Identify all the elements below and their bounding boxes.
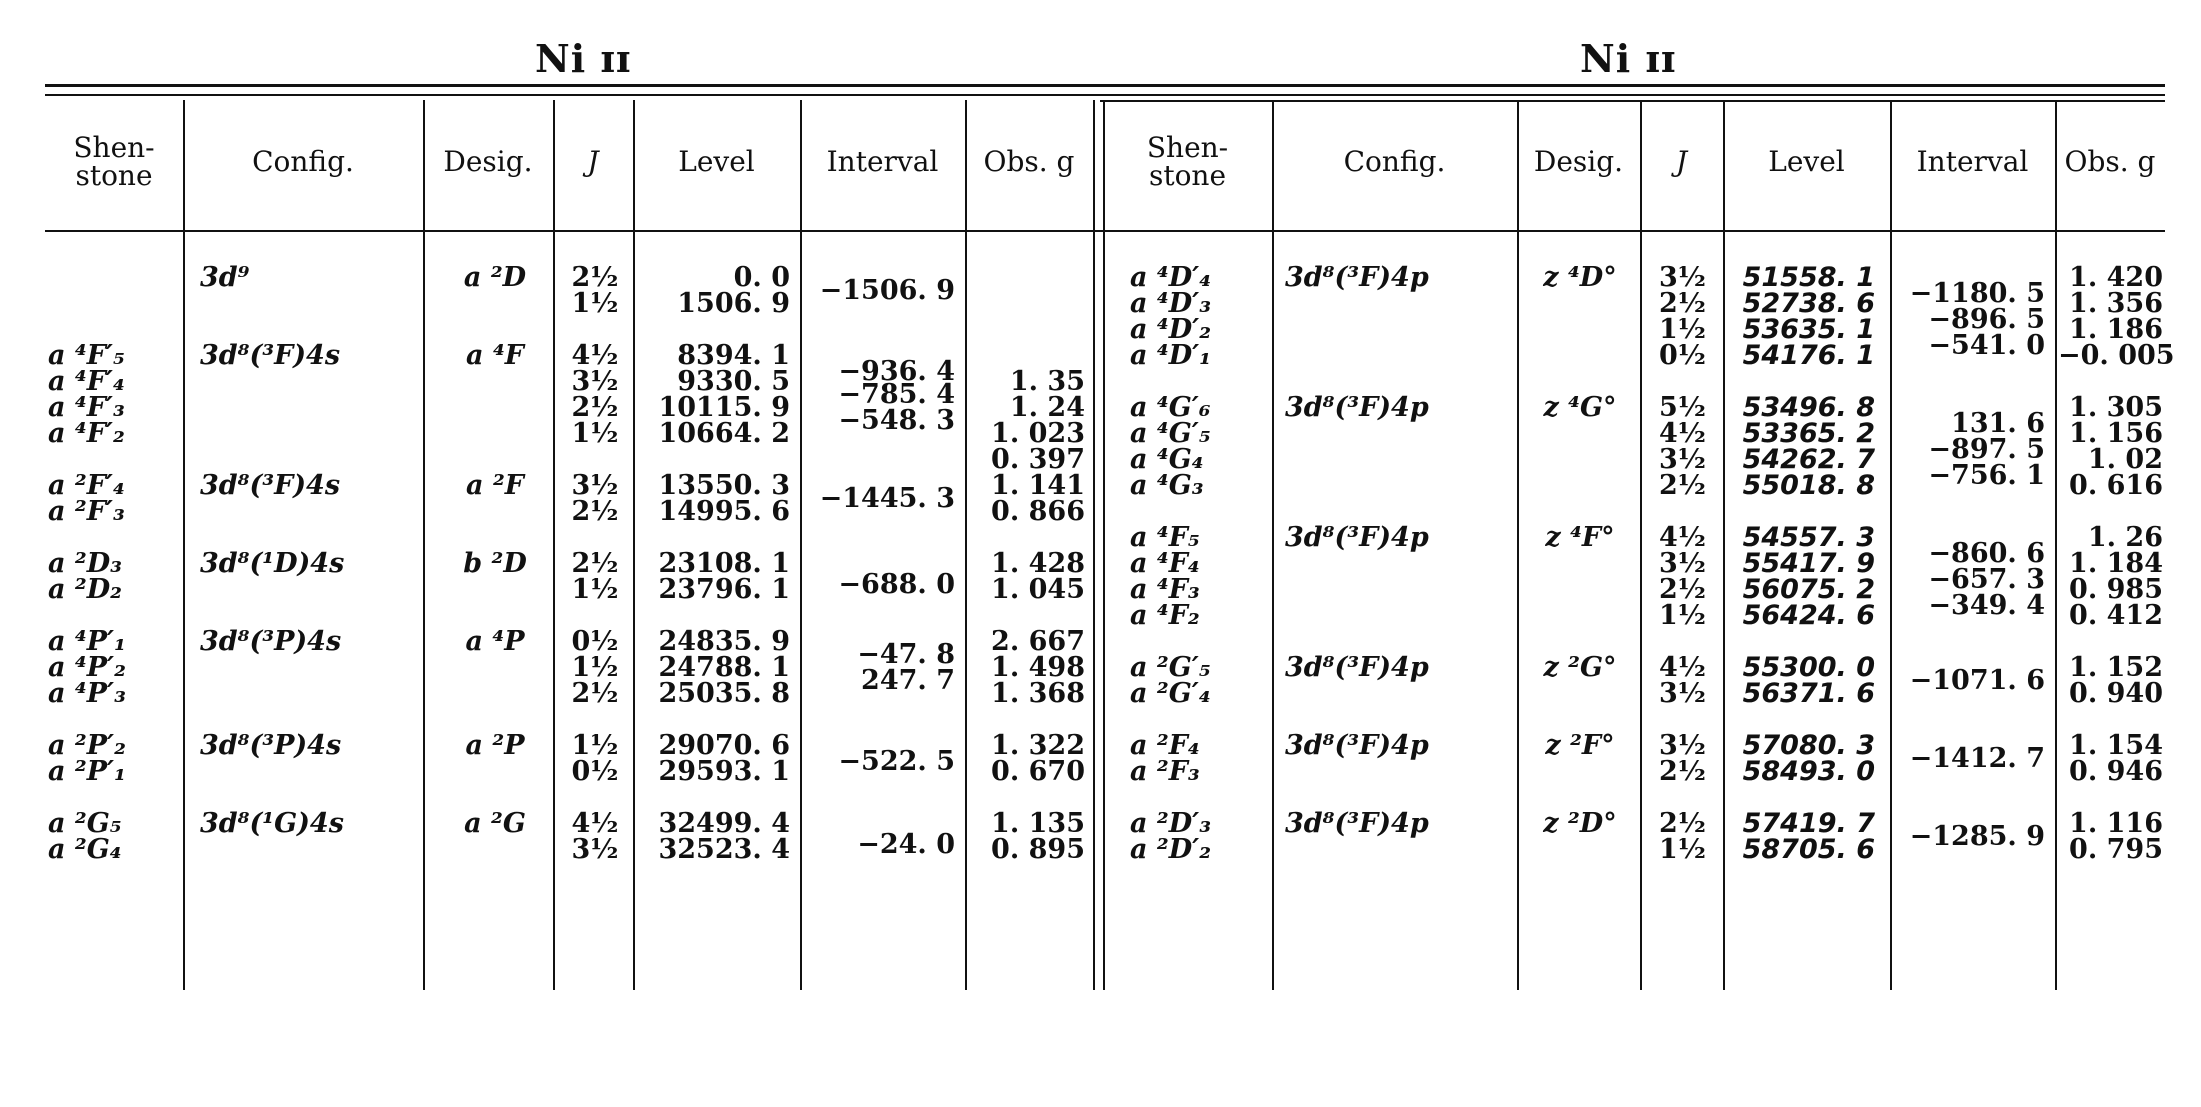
- obs-g-cell: 0. 866: [991, 496, 1085, 527]
- interval-cell: −349. 4: [1928, 589, 2045, 621]
- level-cell: 55300. 0: [1742, 652, 1875, 683]
- level-cell: 54557. 3: [1742, 522, 1875, 553]
- level-cell: 25035. 8: [658, 678, 790, 709]
- shenstone-cell: a ⁴F₃: [1130, 574, 1200, 605]
- vline: [1103, 100, 1105, 990]
- shenstone-cell: a ⁴D′₂: [1130, 314, 1212, 345]
- obs-g-cell: 0. 412: [2069, 600, 2163, 631]
- level-cell: 54176. 1: [1742, 340, 1875, 371]
- j-cell: 3½: [1659, 262, 1706, 293]
- desig-cell: a ²D: [463, 262, 527, 293]
- vline: [633, 100, 635, 990]
- j-cell: 2½: [1659, 470, 1706, 501]
- vline: [2055, 100, 2057, 990]
- shenstone-cell: a ⁴D′₃: [1130, 288, 1212, 319]
- desig-cell: z ²D°: [1543, 808, 1617, 839]
- level-cell: 55417. 9: [1742, 548, 1875, 579]
- level-cell: 10115. 9: [658, 392, 790, 423]
- config-cell: 3d⁸(³F)4s: [200, 470, 341, 501]
- obs-g-cell: 1. 356: [2069, 288, 2163, 319]
- obs-g-cell: 1. 154: [2069, 730, 2163, 761]
- j-cell: 3½: [571, 470, 619, 501]
- level-cell: 55018. 8: [1742, 470, 1875, 501]
- level-cell: 29070. 6: [658, 730, 790, 761]
- config-cell: 3d⁸(³F)4p: [1285, 262, 1429, 293]
- j-cell: 3½: [571, 366, 619, 397]
- config-cell: 3d⁸(¹G)4s: [200, 808, 344, 839]
- level-cell: 24835. 9: [658, 626, 790, 657]
- obs-g-cell: 1. 26: [2087, 522, 2163, 553]
- shenstone-cell: a ²D₃: [48, 548, 122, 579]
- obs-g-cell: 0. 940: [2069, 678, 2163, 709]
- config-cell: 3d⁸(³F)4p: [1285, 522, 1429, 553]
- j-cell: 2½: [571, 262, 619, 293]
- desig-cell: b ²D: [463, 548, 527, 579]
- shenstone-cell: a ⁴P′₁: [48, 626, 126, 657]
- interval-cell: 247. 7: [861, 665, 955, 696]
- desig-cell: a ²G: [464, 808, 526, 839]
- obs-g-cell: 1. 152: [2069, 652, 2163, 683]
- interval-cell: −657. 3: [1928, 563, 2045, 595]
- header-level: Level: [678, 145, 755, 178]
- j-cell: 3½: [1659, 548, 1706, 579]
- shenstone-cell: a ²G₄: [48, 834, 122, 865]
- header-j: J: [1675, 145, 1688, 178]
- interval-cell: −785. 4: [838, 379, 955, 410]
- interval-cell: −936. 4: [838, 355, 955, 387]
- config-cell: 3d⁸(³P)4s: [200, 626, 342, 657]
- header-interval: Interval: [1916, 145, 2029, 178]
- interval-cell: −541. 0: [1928, 329, 2045, 361]
- j-cell: 1½: [571, 652, 619, 683]
- desig-cell: z ²G°: [1543, 652, 1617, 683]
- level-cell: 58493. 0: [1742, 756, 1875, 787]
- interval-cell: −1071. 6: [1909, 665, 2045, 696]
- obs-g-cell: 1. 368: [991, 678, 1085, 709]
- vline: [1272, 100, 1274, 990]
- obs-g-cell: 1. 24: [1009, 392, 1085, 423]
- obs-g-cell: 1. 135: [991, 808, 1085, 839]
- level-cell: 53635. 1: [1742, 314, 1875, 345]
- config-cell: 3d⁹: [200, 262, 250, 293]
- shenstone-cell: a ⁴P′₃: [48, 678, 126, 709]
- j-cell: 3½: [1659, 730, 1706, 761]
- obs-g-cell: 1. 322: [991, 730, 1085, 761]
- config-cell: 3d⁸(³F)4s: [200, 340, 341, 371]
- level-cell: 58705. 6: [1742, 834, 1875, 865]
- left-table-title: Ni ɪɪ: [535, 36, 632, 81]
- level-cell: 57080. 3: [1742, 730, 1875, 761]
- interval-cell: 131. 6: [1951, 407, 2045, 439]
- obs-g-cell: 0. 895: [991, 834, 1085, 865]
- shenstone-cell: a ²G′₅: [1130, 652, 1211, 683]
- vline: [553, 100, 555, 990]
- shenstone-cell: a ⁴P′₂: [48, 652, 126, 683]
- interval-cell: −1412. 7: [1909, 743, 2045, 774]
- vline: [183, 100, 185, 990]
- config-cell: 3d⁸(³F)4p: [1285, 392, 1429, 423]
- level-cell: 56371. 6: [1742, 678, 1875, 709]
- level-cell: 29593. 1: [658, 756, 790, 787]
- j-cell: 2½: [1659, 756, 1706, 787]
- shenstone-cell: a ²F₃: [1130, 756, 1200, 787]
- level-cell: 10664. 2: [658, 418, 790, 449]
- obs-g-cell: 1. 498: [991, 652, 1085, 683]
- top-rule-1: [45, 84, 2165, 87]
- j-cell: 1½: [1659, 600, 1706, 631]
- header-level: Level: [1768, 145, 1845, 178]
- interval-cell: −756. 1: [1928, 459, 2045, 491]
- config-cell: 3d⁸(¹D)4s: [200, 548, 345, 579]
- j-cell: 4½: [571, 808, 619, 839]
- shenstone-cell: a ²F′₄: [48, 470, 125, 501]
- j-cell: 0½: [571, 626, 619, 657]
- interval-cell: −522. 5: [838, 745, 955, 777]
- obs-g-cell: −0. 005: [2058, 340, 2175, 371]
- vline: [1093, 100, 1095, 990]
- j-cell: 2½: [1659, 574, 1706, 605]
- shenstone-cell: a ⁴G′₆: [1130, 392, 1211, 423]
- obs-g-cell: 0. 946: [2069, 756, 2163, 787]
- header-desig: Desig.: [1533, 145, 1624, 178]
- j-cell: 2½: [571, 392, 619, 423]
- header-obs-g: Obs. g: [983, 145, 1075, 178]
- interval-cell: −1285. 9: [1909, 821, 2045, 852]
- vline: [1517, 100, 1519, 990]
- interval-cell: −548. 3: [838, 405, 955, 436]
- header-shenstone: Shen- stone: [1146, 131, 1229, 192]
- obs-g-cell: 0. 397: [991, 444, 1085, 475]
- j-cell: 1½: [1659, 834, 1706, 865]
- obs-g-cell: 1. 023: [991, 418, 1085, 449]
- interval-cell: −24. 0: [857, 828, 955, 860]
- vline: [423, 100, 425, 990]
- level-cell: 56075. 2: [1742, 574, 1875, 605]
- vline: [800, 100, 802, 990]
- j-cell: 3½: [1659, 678, 1706, 709]
- level-cell: 13550. 3: [658, 470, 790, 501]
- level-cell: 53496. 8: [1742, 392, 1875, 423]
- obs-g-cell: 1. 116: [2069, 808, 2163, 839]
- shenstone-cell: a ⁴D′₄: [1130, 262, 1212, 293]
- desig-cell: a ²F: [466, 470, 524, 501]
- obs-g-cell: 0. 670: [991, 756, 1085, 787]
- j-cell: 4½: [1659, 522, 1706, 553]
- j-cell: 0½: [571, 756, 619, 787]
- j-cell: 2½: [571, 548, 619, 579]
- shenstone-cell: a ⁴F′₅: [48, 340, 125, 371]
- level-cell: 23796. 1: [658, 574, 790, 605]
- level-cell: 8394. 1: [677, 340, 790, 371]
- j-cell: 2½: [1659, 808, 1706, 839]
- shenstone-cell: a ⁴G₄: [1130, 444, 1204, 475]
- obs-g-cell: 1. 420: [2069, 262, 2163, 293]
- shenstone-cell: a ²G′₄: [1130, 678, 1211, 709]
- j-cell: 2½: [571, 496, 619, 527]
- level-cell: 9330. 5: [677, 366, 790, 397]
- shenstone-cell: a ⁴F′₃: [48, 392, 125, 423]
- desig-cell: z ⁴G°: [1543, 392, 1617, 423]
- interval-cell: −1445. 3: [819, 483, 955, 514]
- j-cell: 4½: [571, 340, 619, 371]
- j-cell: 4½: [1659, 652, 1706, 683]
- j-cell: 0½: [1659, 340, 1706, 371]
- interval-cell: −1180. 5: [1909, 277, 2045, 309]
- obs-g-cell: 1. 045: [991, 574, 1085, 605]
- obs-g-cell: 0. 616: [2069, 470, 2163, 501]
- level-cell: 23108. 1: [658, 548, 790, 579]
- obs-g-cell: 1. 35: [1009, 366, 1085, 397]
- obs-g-cell: 1. 184: [2069, 548, 2163, 579]
- j-cell: 2½: [1659, 288, 1706, 319]
- interval-cell: −896. 5: [1928, 303, 2045, 335]
- desig-cell: a ⁴F: [466, 340, 524, 371]
- header-shenstone: Shen- stone: [73, 131, 155, 192]
- interval-cell: −47. 8: [857, 639, 955, 670]
- header-config: Config.: [252, 145, 354, 178]
- j-cell: 1½: [571, 730, 619, 761]
- config-cell: 3d⁸(³F)4p: [1285, 652, 1429, 683]
- shenstone-cell: a ⁴F′₂: [48, 418, 125, 449]
- shenstone-cell: a ⁴F₂: [1130, 600, 1200, 631]
- obs-g-cell: 2. 667: [991, 626, 1085, 657]
- j-cell: 5½: [1659, 392, 1706, 423]
- level-cell: 1506. 9: [677, 288, 790, 319]
- obs-g-cell: 1. 156: [2069, 418, 2163, 449]
- shenstone-cell: a ⁴F₅: [1130, 522, 1200, 553]
- level-cell: 56424. 6: [1742, 600, 1875, 631]
- obs-g-cell: 1. 141: [991, 470, 1085, 501]
- level-cell: 51558. 1: [1742, 262, 1875, 293]
- obs-g-cell: 1. 186: [2069, 314, 2163, 345]
- shenstone-cell: a ²D₂: [48, 574, 122, 605]
- interval-cell: −897. 5: [1928, 433, 2045, 465]
- j-cell: 3½: [571, 834, 619, 865]
- vline: [1890, 100, 1892, 990]
- shenstone-cell: a ⁴F′₄: [48, 366, 125, 397]
- j-cell: 1½: [571, 288, 619, 319]
- level-cell: 32499. 4: [658, 808, 790, 839]
- config-cell: 3d⁸(³P)4s: [200, 730, 342, 761]
- j-cell: 1½: [571, 418, 619, 449]
- interval-cell: −1506. 9: [819, 275, 955, 306]
- header-j: J: [587, 145, 599, 178]
- obs-g-cell: 0. 795: [2069, 834, 2163, 865]
- config-cell: 3d⁸(³F)4p: [1285, 808, 1429, 839]
- shenstone-cell: a ⁴G′₅: [1130, 418, 1211, 449]
- shenstone-cell: a ²F₄: [1130, 730, 1200, 761]
- j-cell: 2½: [571, 678, 619, 709]
- obs-g-cell: 0. 985: [2069, 574, 2163, 605]
- level-cell: 53365. 2: [1742, 418, 1875, 449]
- header-config: Config.: [1343, 145, 1446, 178]
- level-cell: 52738. 6: [1742, 288, 1875, 319]
- j-cell: 1½: [1659, 314, 1706, 345]
- level-cell: 14995. 6: [658, 496, 790, 527]
- shenstone-cell: a ²D′₃: [1130, 808, 1212, 839]
- shenstone-cell: a ²P′₂: [48, 730, 126, 761]
- interval-cell: −688. 0: [838, 568, 955, 600]
- obs-g-cell: 1. 428: [991, 548, 1085, 579]
- vline: [1640, 100, 1642, 990]
- j-cell: 1½: [571, 574, 619, 605]
- interval-cell: −860. 6: [1928, 537, 2045, 569]
- header-interval: Interval: [826, 145, 939, 178]
- obs-g-cell: 1. 305: [2069, 392, 2163, 423]
- desig-cell: z ²F°: [1545, 730, 1615, 761]
- shenstone-cell: a ⁴D′₁: [1130, 340, 1212, 371]
- level-cell: 57419. 7: [1742, 808, 1875, 839]
- shenstone-cell: a ²G₅: [48, 808, 122, 839]
- shenstone-cell: a ²D′₂: [1130, 834, 1212, 865]
- level-cell: 0. 0: [733, 262, 790, 293]
- level-cell: 54262. 7: [1742, 444, 1875, 475]
- shenstone-cell: a ⁴G₃: [1130, 470, 1204, 501]
- level-cell: 32523. 4: [658, 834, 790, 865]
- desig-cell: a ²P: [465, 730, 525, 761]
- shenstone-cell: a ²F′₃: [48, 496, 125, 527]
- shenstone-cell: a ⁴F₄: [1130, 548, 1200, 579]
- header-desig: Desig.: [443, 145, 533, 178]
- shenstone-cell: a ²P′₁: [48, 756, 126, 787]
- vline: [965, 100, 967, 990]
- desig-cell: z ⁴D°: [1543, 262, 1617, 293]
- desig-cell: z ⁴F°: [1545, 522, 1615, 553]
- header-obs-g: Obs. g: [2064, 145, 2156, 178]
- config-cell: 3d⁸(³F)4p: [1285, 730, 1429, 761]
- desig-cell: a ⁴P: [465, 626, 525, 657]
- j-cell: 4½: [1659, 418, 1706, 449]
- obs-g-cell: 1. 02: [2087, 444, 2163, 475]
- j-cell: 3½: [1659, 444, 1706, 475]
- right-table-title: Ni ɪɪ: [1580, 36, 1677, 81]
- level-cell: 24788. 1: [658, 652, 790, 683]
